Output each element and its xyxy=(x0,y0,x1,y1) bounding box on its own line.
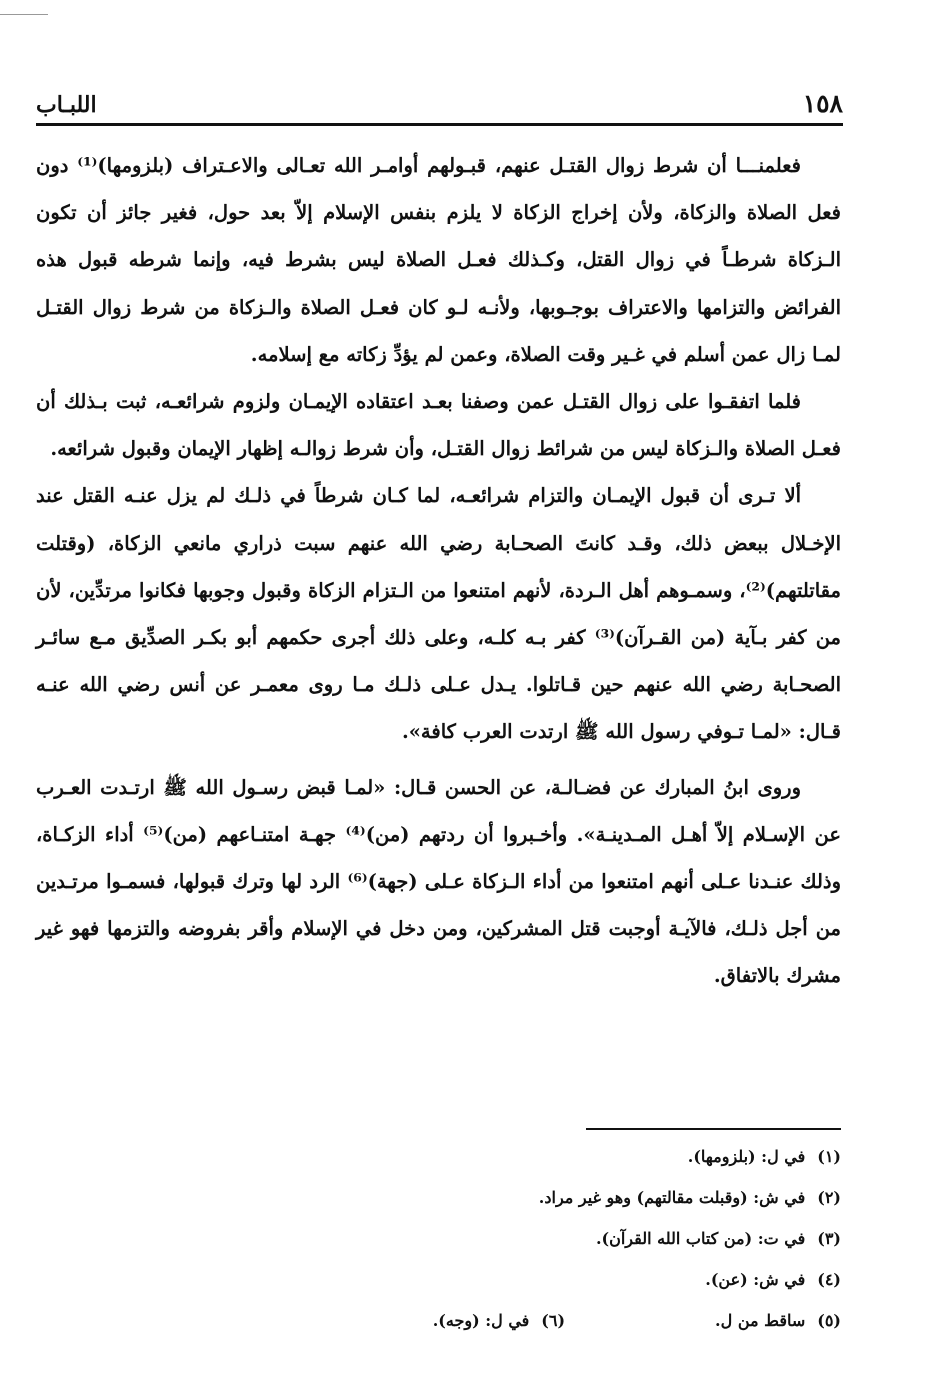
footnote-row xyxy=(36,1136,841,1177)
main-text xyxy=(36,142,841,1000)
footnote-4 xyxy=(705,1259,841,1300)
footnote-number: (٤) xyxy=(817,1270,841,1289)
paragraph-3: ألا تـرى أن قبول الإيمـان والتزام شرائعـه، لما كـان شرطاً في ذلـك لم يزل عنـه القتل عند الإخـلال ببعض ذلك، وقـد كانتَ الصحـابة رضي الله عنهم سبت ذراري مانعي الزكاة، (وقتلت مقاتلتهم)⁽²⁾، وسمـوهم أهل الـردة، لأنهم امتنعوا من الـتزام الزكاة وقبول وجوبها فكانوا مرتدِّين، لأن من كفر بـآية (من القـرآن)⁽³⁾ كفر بـه كلـه، وعلى ذلك أجرى حكمهم أبو بكـر الصدِّيق مـع سائـر الصحـابة رضي الله عنهم حين قـاتلوا. يـدل عـلى ذلـك مـا روى معمـر عن أنس رضي الله عنـه قـال: «لمـا تـوفي رسول الله ﷺ ارتدت العرب كافة». xyxy=(36,484,841,744)
footnote-row xyxy=(36,1177,841,1218)
footnotes xyxy=(36,1136,841,1341)
scan-edge-line xyxy=(0,14,48,15)
footnote-text: في ت: (من كتاب الله القرآن). xyxy=(595,1229,806,1248)
paragraph-2: فلما اتفقـوا على زوال القتـل عمن وصفنا بعـد اعتقاده الإيمـان ولزوم شرائعـه، ثبت بـذلك أن فعـل الصلاة والـزكاة ليس من شرائط زوال القتـل، وأن شرط زوالـه إظهار الإيمان وقبول شرائعه. xyxy=(36,390,841,461)
page-header xyxy=(36,78,843,118)
page-number: ١٥٨ xyxy=(802,89,843,118)
footnote-5 xyxy=(715,1300,841,1341)
footnote-row xyxy=(36,1300,841,1341)
footnote-text: في ل: (وجه). xyxy=(432,1311,530,1330)
footnote-2 xyxy=(539,1177,841,1218)
running-title: اللبـاب xyxy=(36,92,97,118)
paragraph-4: وروى ابنُ المبارك عن فضـالـة، عن الحسن قـال: «لمـا قبض رسـول الله ﷺ ارتـدت العـرب عن الإسـلام إلاّ أهـل المـدينـة». وأخـبروا أن ردتهم (من)⁽⁴⁾ جهـة امتنـاعهم (من)⁽⁵⁾ أداء الزكـاة، وذلك عنـدنا عـلى أنهم امتنعوا من أداء الـزكاة عـلى (جهة)⁽⁶⁾ الرد لها وترك قبولها، فسمـوا مرتـدين من أجل ذلـك، فالآيـة أوجبت قتل المشركين، ومن دخل في الإسلام وأقر بفروضه والتزمها فهو غير مشرك بالاتفاق. xyxy=(36,775,841,988)
footnote-number: (٦) xyxy=(541,1311,566,1330)
footnote-row xyxy=(36,1218,841,1259)
footnote-text: ساقط من ل. xyxy=(715,1311,806,1330)
footnote-text: في ش: (عن). xyxy=(705,1270,806,1289)
footnote-row xyxy=(36,1259,841,1300)
footnote-text: في ل: (بلزومها). xyxy=(687,1147,806,1166)
footnote-number: (٥) xyxy=(817,1311,841,1330)
footnote-separator xyxy=(586,1128,841,1130)
header-rule xyxy=(36,123,843,126)
footnote-number: (٣) xyxy=(817,1229,841,1248)
footnote-number: (١) xyxy=(817,1147,841,1166)
footnote-text: في ش: (وقبلت مقالتهم) وهو غير مراد. xyxy=(538,1188,806,1207)
footnote-6 xyxy=(433,1300,565,1341)
paragraph-1: فعلمنـــا أن شرط زوال القتـل عنهم، قبـولهم أوامـر الله تعـالى والاعـتراف (بلزومها)⁽¹⁾ دون فعل الصلاة والزكاة، ولأن إخراج الزكاة لا يلزم بنفس الإسلام إلاّ بعد حول، فغير جائز أن تكون الـزكاة شرطـاً في زوال القتل، وكـذلك فعـل الصلاة ليس بشرط فيه، وإنما شرطه قبول هذه الفرائض والتزامها والاعتراف بوجـوبها، ولأنـه لـو كان فعـل الصلاة والـزكاة من شرط زوال القتـل لمـا زال عمن أسلم في غـير وقت الصلاة، وعمن لم يؤدِّ زكاته مع إسلامه. xyxy=(36,154,841,366)
footnote-3 xyxy=(596,1218,841,1259)
footnote-1 xyxy=(688,1136,841,1177)
footnote-number: (٢) xyxy=(817,1188,841,1207)
